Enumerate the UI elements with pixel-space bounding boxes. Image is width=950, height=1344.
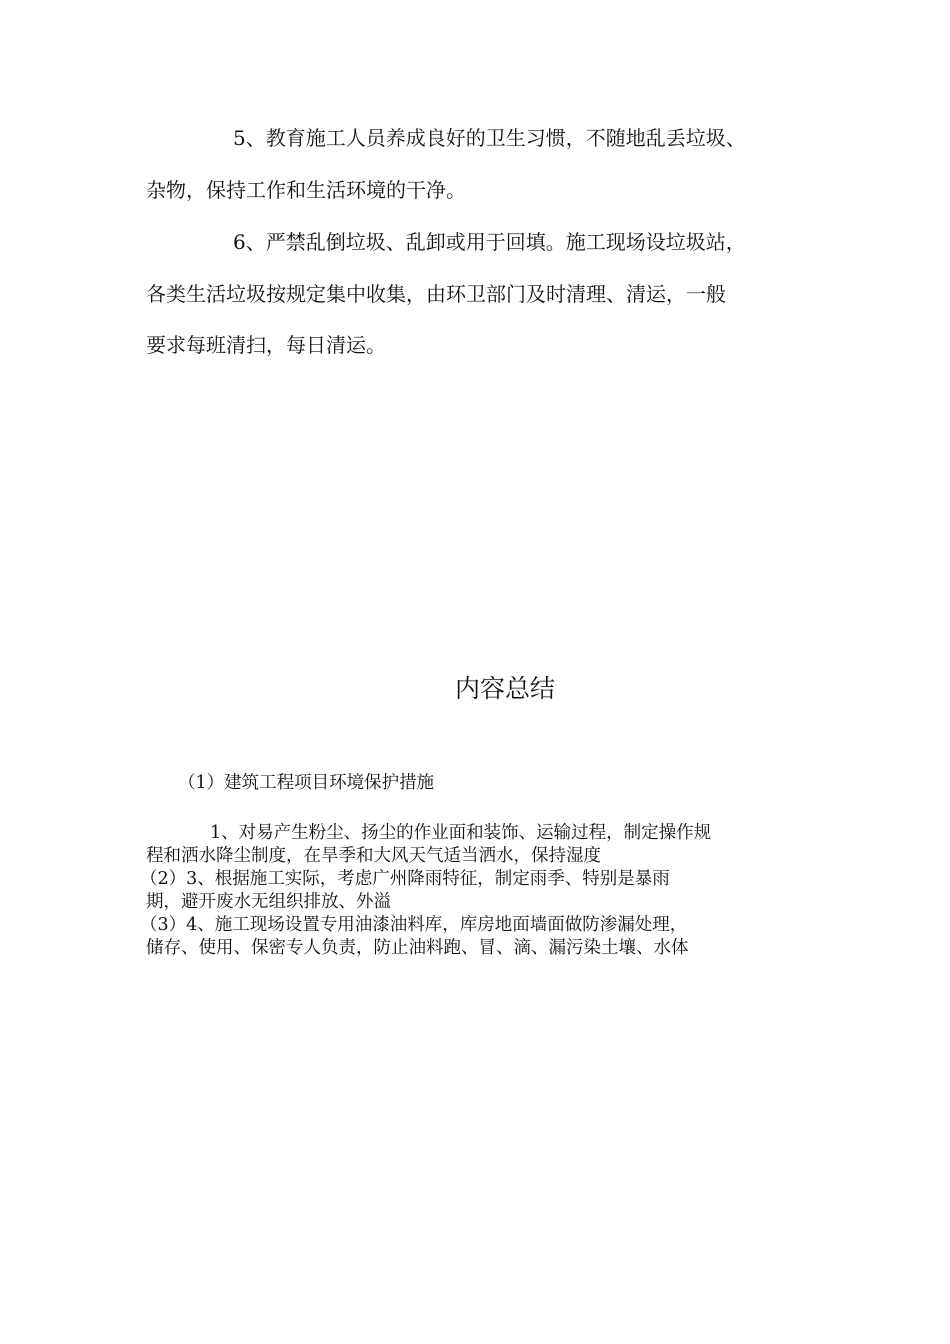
summary-line-5: （3）4、施工现场设置专用油漆油料库，库房地面墙面做防渗漏处理， <box>140 915 688 935</box>
summary-line-1: 1、对易产生粉尘、扬尘的作业面和装饰、运输过程，制定操作规 <box>210 823 712 843</box>
summary-subtitle: （1）建筑工程项目环境保护措施 <box>178 773 435 793</box>
item6-line3: 要求每班清扫，每日清运。 <box>146 333 386 357</box>
item5-line2: 杂物，保持工作和生活环境的干净。 <box>146 178 466 202</box>
item6-line2: 各类生活垃圾按规定集中收集，由环卫部门及时清理、清运，一般 <box>146 282 726 306</box>
summary-line-6: 储存、使用、保密专人负责，防止油料跑、冒、滴、漏污染土壤、水体 <box>146 938 689 958</box>
summary-line-4: 期，避开废水无组织排放、外溢 <box>146 892 391 912</box>
summary-line-3: （2）3、根据施工实际，考虑广州降雨特征，制定雨季、特别是暴雨 <box>140 869 670 889</box>
summary-title: 内容总结 <box>454 674 555 703</box>
summary-line-2: 程和洒水降尘制度，在旱季和大风天气适当洒水，保持湿度 <box>146 846 601 866</box>
item5-line1: 5、教育施工人员养成良好的卫生习惯，不随地乱丢垃圾、 <box>233 126 746 150</box>
item6-line1: 6、严禁乱倒垃圾、乱卸或用于回填。施工现场设垃圾站， <box>233 230 746 254</box>
